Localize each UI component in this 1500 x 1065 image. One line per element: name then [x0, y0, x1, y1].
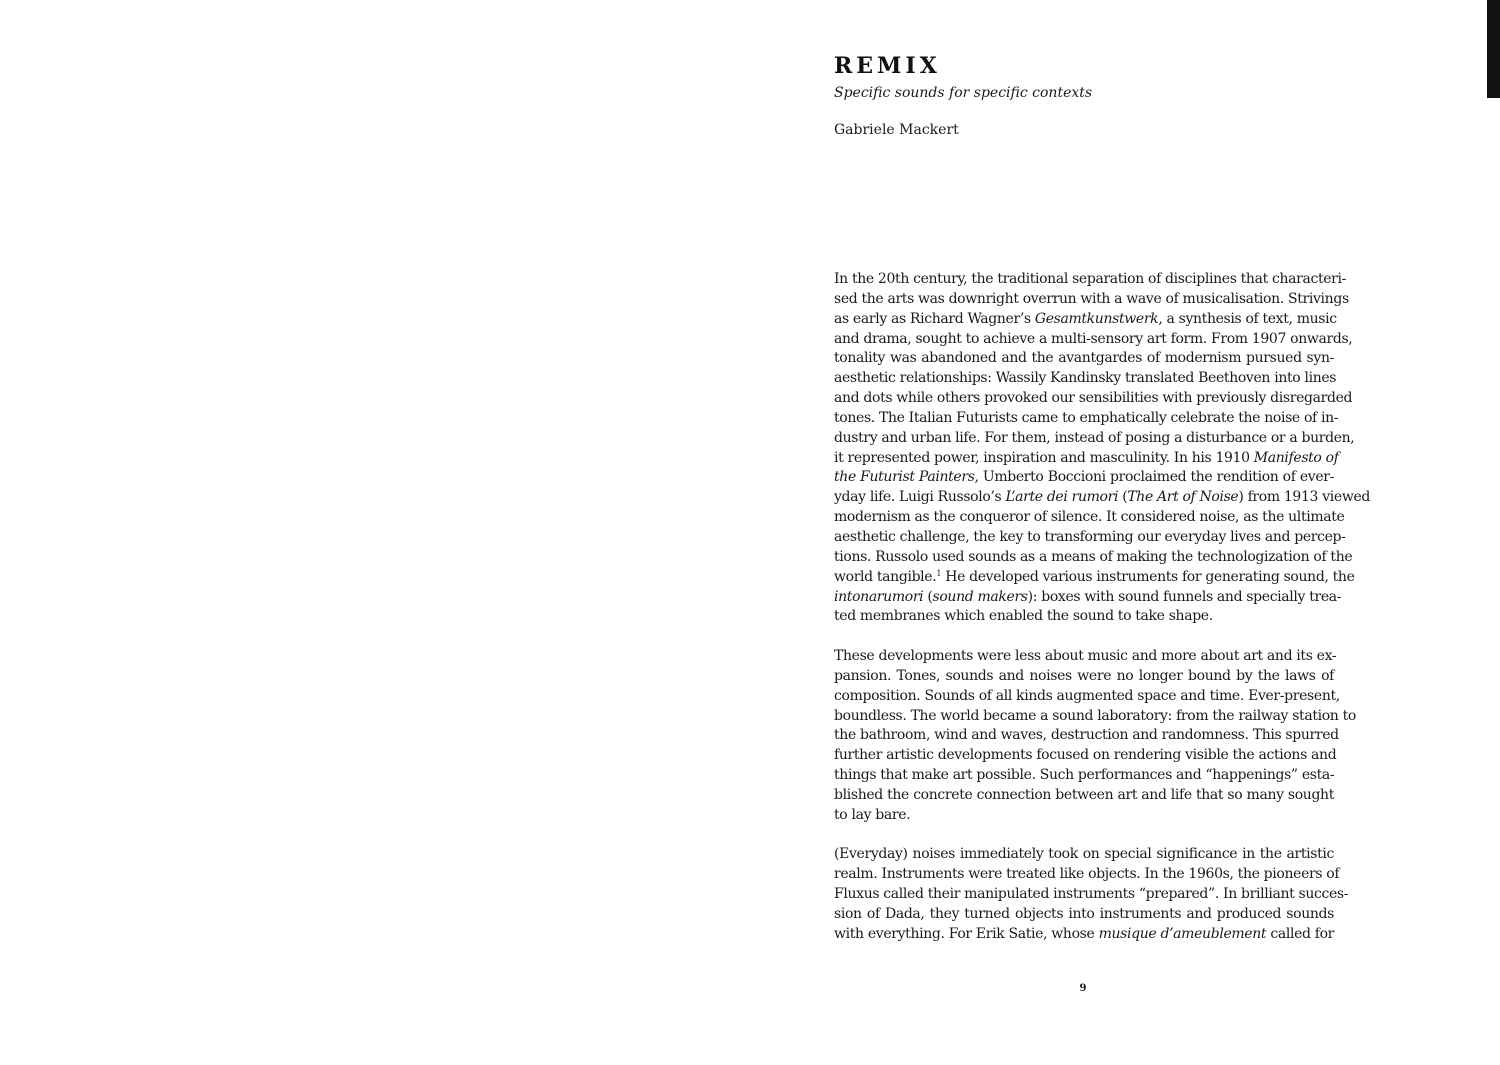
text-run: aesthetic relationships: Wassily Kandinsky translated Beethoven into lines [834, 370, 1337, 387]
text-run: and drama, sought to achieve a multi-sensory art form. From 1907 onwards, [834, 330, 1353, 347]
text-line [834, 726, 1339, 746]
text-line [834, 548, 1353, 568]
text-run: boundless. The world became a sound laboratory: from the railway station to [834, 707, 1356, 724]
text-run: realm. Instruments were treated like objects. In the 1960s, the pioneers of [834, 866, 1340, 883]
text-line [834, 330, 1353, 350]
text-line [834, 647, 1337, 667]
footnote-marker: 1 [936, 568, 942, 578]
text-run: further artistic developments focused on rendering visible the actions and [834, 747, 1337, 764]
text-run: He developed various instruments for generating sound, the [941, 568, 1355, 585]
text-run: aesthetic challenge, the key to transforming our everyday lives and percep- [834, 528, 1346, 545]
text-run: (Everyday) noises immediately took on special significance in the artistic [834, 846, 1334, 863]
text-run: Fluxus called their manipulated instruments “prepared”. In brilliant succes- [834, 886, 1349, 903]
text-line [834, 568, 1355, 588]
text-run: dustry and urban life. For them, instead of posing a disturbance or a burden, [834, 429, 1355, 446]
text-run: These developments were less about music and more about art and its ex- [834, 648, 1337, 665]
text-line [834, 310, 1337, 330]
text-run: the bathroom, wind and waves, destruction and randomness. This spurred [834, 727, 1339, 744]
text-run: pansion. Tones, sounds and noises were no longer bound by the laws of [834, 667, 1334, 684]
paragraph [834, 845, 1349, 944]
text-run: modernism as the conqueror of silence. It considered noise, as the ultimate [834, 509, 1345, 526]
text-line [834, 707, 1356, 727]
text-run: blished the concrete connection between art and life that so many sought [834, 786, 1334, 803]
text-line [834, 667, 1334, 687]
text-run: , Umberto Boccioni proclaimed the rendition of ever- [974, 469, 1334, 486]
text-line [834, 369, 1337, 389]
text-run: tions. Russolo used sounds as a means of making the technologization of the [834, 548, 1353, 565]
italic-text: L’arte dei rumori [1005, 489, 1119, 506]
article-subtitle: Specific sounds for specific contexts [834, 85, 1093, 101]
text-line [834, 865, 1340, 885]
text-run: it represented power, inspiration and masculinity. In his 1910 [834, 449, 1254, 466]
text-run: tones. The Italian Futurists came to emphatically celebrate the noise of in- [834, 409, 1339, 426]
paragraph [834, 647, 1356, 826]
article-title: REMIX [834, 53, 941, 79]
text-line [834, 389, 1353, 409]
italic-text: the Futurist Painters [834, 469, 975, 486]
text-run: ( [1118, 489, 1128, 506]
text-run: world tangible. [834, 568, 937, 585]
text-run: sed the arts was downright overrun with a wave of musicalisation. Strivings [834, 290, 1349, 307]
text-line [834, 746, 1337, 766]
italic-text: sound makers [932, 588, 1028, 605]
text-line [834, 449, 1339, 469]
italic-text: intonarumori [834, 588, 924, 605]
text-line [834, 687, 1340, 707]
text-run: called for [1266, 925, 1335, 942]
text-run: ) from 1913 viewed [1238, 489, 1370, 506]
italic-text: The Art of Noise [1127, 489, 1239, 506]
text-run: ( [923, 588, 933, 605]
text-line [834, 766, 1334, 786]
italic-text: musique d’ameublement [1098, 925, 1267, 942]
text-line [834, 349, 1334, 369]
text-line [834, 488, 1370, 508]
text-line [834, 905, 1334, 925]
text-run: yday life. Luigi Russolo’s [834, 489, 1006, 506]
text-run: In the 20th century, the traditional separation of disciplines that characteri- [834, 271, 1347, 287]
text-line [834, 786, 1334, 806]
body-text [834, 270, 1370, 965]
text-line [834, 270, 1347, 290]
text-run: ted membranes which enabled the sound to take shape. [834, 608, 1213, 625]
text-line [834, 290, 1349, 310]
text-line [834, 885, 1349, 905]
text-run: things that make art possible. Such performances and “happenings” esta- [834, 767, 1335, 784]
text-line [834, 806, 1334, 826]
text-line [834, 845, 1334, 865]
page-number: 9 [1079, 983, 1087, 994]
text-line [834, 528, 1346, 548]
text-line [834, 607, 1334, 627]
text-line [834, 508, 1345, 528]
text-run: sion of Dada, they turned objects into instruments and produced sounds [834, 906, 1334, 922]
thumb-index-tab [1487, 0, 1500, 98]
text-run: with everything. For Erik Satie, whose [834, 925, 1099, 942]
text-run: ): boxes with sound funnels and specially trea- [1027, 588, 1342, 605]
italic-text: Manifesto of [1253, 449, 1339, 466]
text-line [834, 588, 1342, 608]
text-line [834, 409, 1339, 429]
text-line [834, 468, 1334, 488]
text-run: as early as Richard Wagner’s [834, 310, 1035, 327]
article-author: Gabriele Mackert [834, 122, 959, 138]
text-line [834, 429, 1355, 449]
italic-text: Gesamtkunstwerk [1034, 310, 1159, 327]
paragraph [834, 270, 1370, 627]
text-run: and dots while others provoked our sensibilities with previously disregarded [834, 390, 1353, 407]
text-run: composition. Sounds of all kinds augmented space and time. Ever-present, [834, 687, 1340, 704]
text-run: to lay bare. [834, 806, 911, 823]
text-run: tonality was abandoned and the avantgardes of modernism pursued syn- [834, 350, 1334, 367]
text-line [834, 925, 1334, 945]
text-run: , a synthesis of text, music [1158, 310, 1337, 327]
